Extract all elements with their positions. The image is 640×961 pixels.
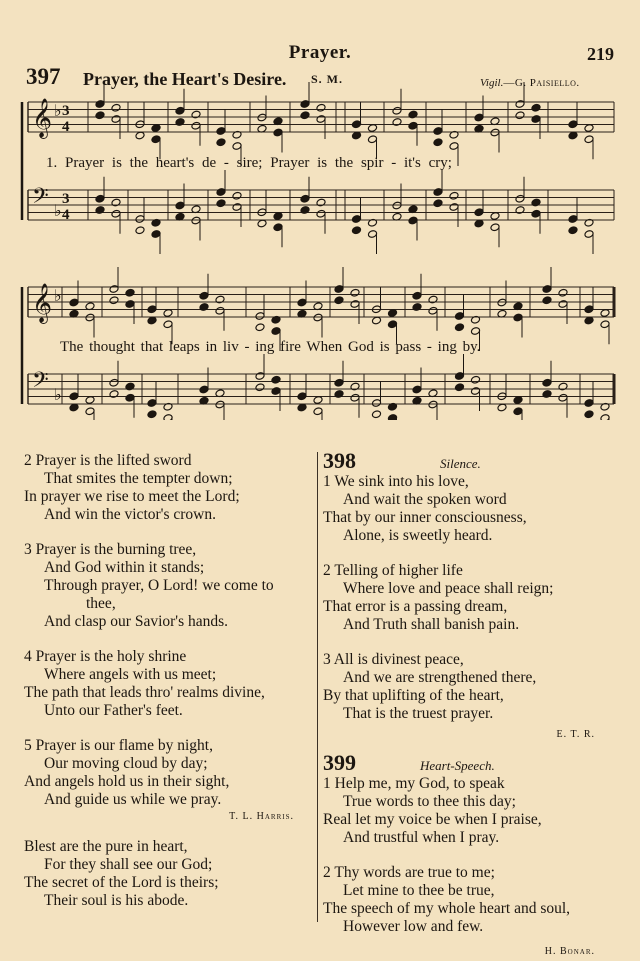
verse-line: That is the truest prayer. xyxy=(343,705,494,722)
hymn-399-number: 399 xyxy=(323,750,356,775)
verse-line: By that uplifting of the heart, xyxy=(323,687,504,704)
notehead xyxy=(216,138,226,147)
verse-line: The path that leads thro' realms divine, xyxy=(24,684,265,701)
notehead xyxy=(454,383,464,392)
bass-clef-icon: 𝄢 xyxy=(32,368,49,398)
verse-line: Unto our Father's feet. xyxy=(44,702,183,719)
notehead xyxy=(433,199,443,208)
verse-line: 1 We sink into his love, xyxy=(323,473,469,490)
hymn-398-number: 398 xyxy=(323,448,356,473)
notehead xyxy=(542,296,552,305)
verse-line: Our moving cloud by day; xyxy=(44,755,208,772)
verse-line: However low and few. xyxy=(343,918,484,935)
notehead xyxy=(392,118,402,127)
time-signature: 3 xyxy=(62,103,70,119)
verse-line: And we are strengthened there, xyxy=(343,669,537,686)
stanza xyxy=(24,737,314,809)
stanza xyxy=(323,775,615,847)
verse-line: True words to thee this day; xyxy=(343,793,516,810)
stanza xyxy=(24,452,314,524)
notehead xyxy=(111,103,121,112)
verse-line: And clasp our Savior's hands. xyxy=(44,613,229,630)
verse-line: And win the victor's crown. xyxy=(44,506,216,523)
verse-line: Where angels with us meet; xyxy=(44,666,217,683)
verse-line: For they shall see our God; xyxy=(44,856,213,873)
treble-clef-icon: 𝄞 xyxy=(32,283,53,323)
notehead xyxy=(515,111,525,120)
treble-clef-icon: 𝄞 xyxy=(32,98,53,138)
notehead xyxy=(255,323,265,332)
flat-icon: ♭ xyxy=(54,286,62,305)
left-column-verses xyxy=(24,452,314,927)
notehead xyxy=(109,390,119,399)
verse-line: In prayer we rise to meet the Lord; xyxy=(24,488,240,505)
hymn-397-meter: S. M. xyxy=(311,72,343,86)
notehead xyxy=(428,295,438,304)
hymn-397-number: 397 xyxy=(26,64,61,89)
verse-line: The speech of my whole heart and soul, xyxy=(323,900,571,917)
notehead xyxy=(334,390,344,399)
notehead xyxy=(95,206,105,215)
verse-line: 3 All is divinest peace, xyxy=(323,651,464,668)
verse-line: Real let my voice be when I praise, xyxy=(323,811,542,828)
notehead xyxy=(350,382,360,391)
verse-line: Let mine to thee be true, xyxy=(343,882,495,899)
notehead xyxy=(147,410,157,419)
notehead xyxy=(531,103,541,112)
stanza xyxy=(323,473,615,545)
verse-line: Where love and peace shall reign; xyxy=(343,580,554,597)
notehead xyxy=(215,295,225,304)
stanza xyxy=(24,541,314,631)
notehead xyxy=(95,111,105,120)
verse-line: Blest are the pure in heart, xyxy=(24,838,188,855)
stanza xyxy=(323,562,615,634)
notehead xyxy=(175,118,185,127)
stanza xyxy=(24,838,314,910)
tune-name: Vigil. xyxy=(480,77,504,89)
notehead xyxy=(371,410,381,419)
notehead xyxy=(531,198,541,207)
stanza xyxy=(323,651,615,723)
verse-line: 2 Thy words are true to me; xyxy=(323,864,495,881)
verse-line: Alone, is sweetly heard. xyxy=(343,527,493,544)
verse-line: Their soul is his abode. xyxy=(44,892,189,909)
hymn-397-title: Prayer, the Heart's Desire. xyxy=(83,69,287,89)
verse-line: And trustful when I pray. xyxy=(343,829,500,846)
verse-line: 4 Prayer is the holy shrine xyxy=(24,648,187,665)
notehead xyxy=(135,226,145,235)
verse-line: 3 Prayer is the burning tree, xyxy=(24,541,197,558)
notehead xyxy=(125,382,135,391)
composer: —G. Paisiello. xyxy=(503,77,580,89)
flat-icon: ♭ xyxy=(54,101,62,120)
notehead xyxy=(316,103,326,112)
music-score xyxy=(0,0,640,420)
verse-line: And wait the spoken word xyxy=(343,491,507,508)
left-author: T. L. Harris. xyxy=(229,811,294,822)
notehead xyxy=(191,110,201,119)
stanza xyxy=(24,648,314,720)
notehead xyxy=(199,303,209,312)
verse-line: The secret of the Lord is theirs; xyxy=(24,874,219,891)
page-number: 219 xyxy=(587,44,614,64)
notehead xyxy=(449,191,459,200)
notehead xyxy=(300,111,310,120)
right-column-verses xyxy=(323,448,615,961)
notehead xyxy=(350,288,360,297)
verse-line: And Truth shall banish pain. xyxy=(343,616,520,633)
lyrics-line-2: The thought that leaps in liv - ing fire When God is pass - ing by. xyxy=(60,339,481,355)
verse-line: 1 Help me, my God, to speak xyxy=(323,775,505,792)
notehead xyxy=(412,303,422,312)
verse-line: And guide us while we pray. xyxy=(44,791,222,808)
verse-line: And angels hold us in their sight, xyxy=(24,773,230,790)
notehead xyxy=(316,198,326,207)
notehead xyxy=(216,199,226,208)
time-signature: 4 xyxy=(62,119,70,135)
notehead xyxy=(433,138,443,147)
lyrics-line-1: 1. Prayer is the heart's de - sire; Prayer is the spir - it's cry; xyxy=(46,155,452,171)
verse-line: That error is a passing dream, xyxy=(323,598,508,615)
verse-line: That smites the tempter down; xyxy=(44,470,233,487)
notehead xyxy=(470,375,480,384)
notehead xyxy=(454,323,464,332)
notehead xyxy=(558,382,568,391)
notehead xyxy=(109,296,119,305)
column-divider xyxy=(317,452,318,922)
notehead xyxy=(542,390,552,399)
flat-icon: ♭ xyxy=(54,201,62,220)
hymn-399-author: H. Bonar. xyxy=(544,946,595,957)
verse-line: 2 Telling of higher life xyxy=(323,562,463,579)
bass-clef-icon: 𝄢 xyxy=(32,184,49,214)
notehead xyxy=(232,191,242,200)
hymn-399-title: Heart-Speech. xyxy=(420,758,495,773)
notehead xyxy=(111,198,121,207)
verse-line: 2 Prayer is the lifted sword xyxy=(24,452,192,469)
hymn-398-title: Silence. xyxy=(440,456,481,471)
hymn-398-author: E. T. R. xyxy=(556,729,595,740)
flat-icon: ♭ xyxy=(54,385,62,404)
verse-line: Through prayer, O Lord! we come to xyxy=(44,577,274,594)
section-title: Prayer. xyxy=(288,42,352,63)
verse-line: That by our inner consciousness, xyxy=(323,509,527,526)
notehead xyxy=(568,226,578,235)
notehead xyxy=(255,383,265,392)
time-signature: 4 xyxy=(62,207,70,223)
notehead xyxy=(300,206,310,215)
notehead xyxy=(351,226,361,235)
time-signature: 3 xyxy=(62,191,70,207)
notehead xyxy=(515,206,525,215)
notehead xyxy=(125,288,135,297)
notehead xyxy=(408,110,418,119)
stanza xyxy=(323,864,615,936)
notehead xyxy=(584,410,594,419)
notehead xyxy=(271,375,281,384)
verse-line: And God within it stands; xyxy=(44,559,205,576)
verse-line: 5 Prayer is our flame by night, xyxy=(24,737,213,754)
verse-line: thee, xyxy=(86,595,116,612)
notehead xyxy=(558,288,568,297)
notehead xyxy=(334,296,344,305)
